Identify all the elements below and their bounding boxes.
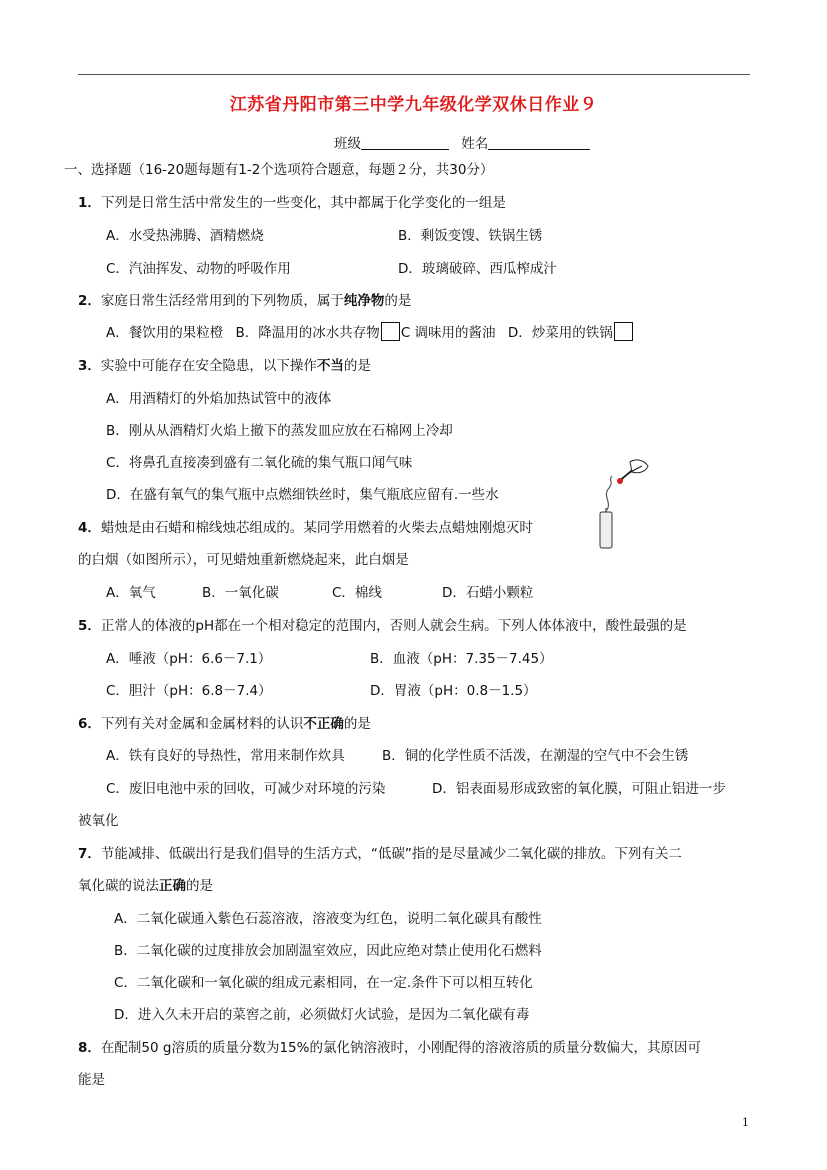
class-label: 班级 xyxy=(334,136,361,152)
white-smoke-icon xyxy=(606,476,612,510)
option-7b[interactable]: B．二氧化碳的过度排放会加剧温室效应，因此应绝对禁止使用化石燃料 xyxy=(114,943,542,959)
question-3 xyxy=(78,354,371,374)
answer-box xyxy=(614,322,633,341)
option-4b[interactable]: B．一氧化碳 xyxy=(202,585,279,601)
option-4d[interactable]: D．石蜡小颗粒 xyxy=(442,585,534,601)
option-2d[interactable]: D．炒菜用的铁锅 xyxy=(507,325,613,341)
option-6d[interactable]: D．铝表面易形成致密的氧化膜，可阻止铝进一步 xyxy=(432,781,726,797)
question-number: 3． xyxy=(78,358,101,374)
question-number: 1． xyxy=(78,195,101,211)
option-3b[interactable]: B．刚从从酒精灯火焰上撤下的蒸发皿应放在石棉网上冷却 xyxy=(106,423,453,439)
question-8-cont: 能是 xyxy=(78,1072,105,1088)
option-2b[interactable]: B．降温用的冰水共存物 xyxy=(235,325,380,341)
candle-icon xyxy=(600,512,612,548)
option-1a[interactable]: A．水受热沸腾、酒精燃烧 xyxy=(106,228,264,244)
header-rule xyxy=(78,74,750,75)
option-7d[interactable]: D．进入久未开启的菜窖之前，必须做灯火试验，是因为二氧化碳有毒 xyxy=(114,1007,530,1023)
option-6d-cont: 被氧化 xyxy=(78,813,119,829)
question-emphasis: 纯净物 xyxy=(343,293,385,309)
question-stem: 家庭日常生活经常用到的下列物质，属于 xyxy=(100,293,344,309)
option-2c[interactable]: C 调味用的酱油 xyxy=(400,325,496,341)
question-7-cont xyxy=(78,874,213,894)
section-heading: 一、选择题（16-20题每题有1-2个选项符合题意，每题２分，共30分） xyxy=(64,162,494,178)
class-name-line xyxy=(334,132,590,152)
question-stem: 实验中可能存在安全隐患，以下操作 xyxy=(100,358,317,374)
question-number: 6． xyxy=(78,716,101,732)
question-number: 7． xyxy=(78,846,101,862)
question-stem-end: 的是 xyxy=(343,358,371,374)
option-1c[interactable]: C．汽油挥发、动物的呼吸作用 xyxy=(106,261,291,277)
question-stem-end: 的是 xyxy=(343,716,371,732)
option-1d[interactable]: D．玻璃破碎、西瓜榨成汁 xyxy=(398,261,557,277)
question-number: 8． xyxy=(78,1040,101,1056)
options-row-2 xyxy=(106,321,634,341)
option-5d[interactable]: D．胃液（pH：0.8－1.5） xyxy=(370,683,537,699)
question-stem: 下列有关对金属和金属材料的认识 xyxy=(100,716,304,732)
question-stem-end: 的是 xyxy=(186,878,213,894)
option-6c[interactable]: C．废旧电池中汞的回收，可减少对环境的污染 xyxy=(106,781,386,797)
candle-match-figure xyxy=(590,452,650,552)
option-5c[interactable]: C．胆汁（pH：6.8－7.4） xyxy=(106,683,272,699)
question-7 xyxy=(78,842,682,862)
option-6a[interactable]: A．铁有良好的导热性，常用来制作炊具 xyxy=(106,748,345,764)
option-7c[interactable]: C．二氧化碳和一氧化碳的组成元素相同，在一定.条件下可以相互转化 xyxy=(114,975,533,991)
option-3d[interactable]: D．在盛有氧气的集气瓶中点燃细铁丝时，集气瓶底应留有.一些水 xyxy=(106,487,499,503)
question-number: 2． xyxy=(78,293,101,309)
question-emphasis: 不正确 xyxy=(303,716,344,732)
question-emphasis: 正确 xyxy=(159,878,186,894)
question-6 xyxy=(78,712,371,732)
page-title: 江苏省丹阳市第三中学九年级化学双休日作业９ xyxy=(229,95,598,115)
question-5 xyxy=(78,614,687,634)
question-8 xyxy=(78,1036,701,1056)
name-blank[interactable] xyxy=(488,135,590,150)
question-stem: 节能减排、低碳出行是我们倡导的生活方式，“低碳”指的是尽量减少二氧化碳的排放。下列有关二 xyxy=(100,846,682,862)
question-emphasis: 不当 xyxy=(316,358,344,374)
name-label: 姓名 xyxy=(461,136,489,152)
option-4c[interactable]: C．棉线 xyxy=(332,585,382,601)
class-blank[interactable] xyxy=(361,135,449,150)
match-stick xyxy=(620,470,632,480)
page-number: 1 xyxy=(742,1116,749,1129)
question-1 xyxy=(78,191,506,211)
match-flame-icon xyxy=(617,478,623,484)
option-5b[interactable]: B．血液（pH：7.35－7.45） xyxy=(370,651,553,667)
question-stem: 正常人的体液的pH都在一个相对稳定的范围内，否则人就会生病。下列人体体液中，酸性最强的是 xyxy=(100,618,687,634)
option-2a[interactable]: A．餐饮用的果粒橙 xyxy=(106,325,224,341)
question-stem: 在配制50 g溶质的质量分数为15%的氯化钠溶液时，小刚配得的溶液溶质的质量分数偏大，其原因可 xyxy=(100,1040,701,1056)
option-7a[interactable]: A．二氧化碳通入紫色石蕊溶液，溶液变为红色，说明二氧化碳具有酸性 xyxy=(114,911,542,927)
question-4-cont: 的白烟（如图所示），可见蜡烛重新燃烧起来，此白烟是 xyxy=(78,552,409,568)
question-stem: 蜡烛是由石蜡和棉线烛芯组成的。某同学用燃着的火柴去点蜡烛刚熄灭时 xyxy=(100,520,533,536)
option-6b[interactable]: B．铜的化学性质不活泼，在潮湿的空气中不会生锈 xyxy=(382,748,689,764)
question-4 xyxy=(78,516,533,536)
question-stem: 氧化碳的说法 xyxy=(78,878,159,894)
option-3a[interactable]: A．用酒精灯的外焰加热试管中的液体 xyxy=(106,391,332,407)
question-2 xyxy=(78,289,411,309)
option-5a[interactable]: A．唾液（pH：6.6－7.1） xyxy=(106,651,272,667)
answer-box xyxy=(381,322,400,341)
question-number: 5． xyxy=(78,618,101,634)
option-1b[interactable]: B．剩饭变馊、铁锅生锈 xyxy=(398,228,543,244)
option-4a[interactable]: A．氧气 xyxy=(106,585,156,601)
option-3c[interactable]: C．将鼻孔直接凑到盛有二氧化硫的集气瓶口闻气味 xyxy=(106,455,413,471)
question-stem-end: 的是 xyxy=(384,293,412,309)
question-number: 4． xyxy=(78,520,101,536)
question-stem: 下列是日常生活中常发生的一些变化，其中都属于化学变化的一组是 xyxy=(100,195,506,211)
